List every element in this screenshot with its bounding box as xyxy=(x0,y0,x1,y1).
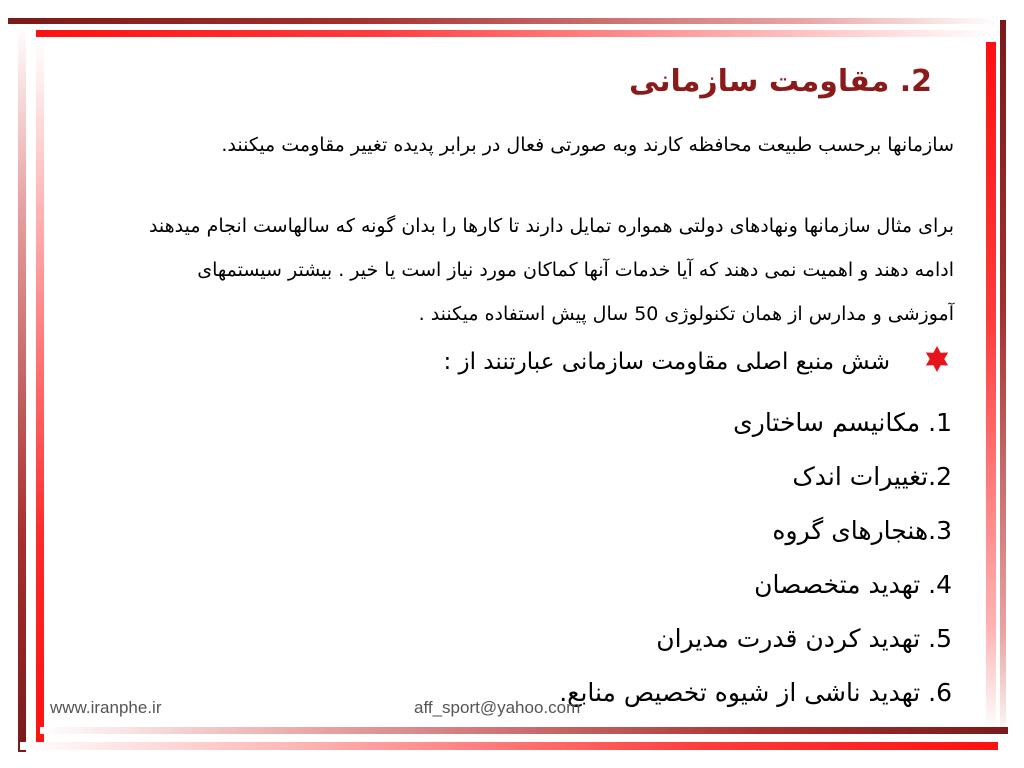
top-red-bar xyxy=(36,30,994,37)
bottom-red-bar xyxy=(20,742,998,750)
sources-list xyxy=(559,396,952,720)
list-item: 6. تهدید ناشی از شیوه تخصیص منابع. xyxy=(559,678,952,707)
slide-title: 2. مقاومت سازمانی xyxy=(628,64,932,99)
left-red-bar xyxy=(36,40,44,750)
list-item: 4. تهدید متخصصان xyxy=(754,570,952,599)
top-dark-bar xyxy=(8,18,998,24)
right-dark-bar xyxy=(1000,20,1006,740)
list-item: 3.هنجارهای گروه xyxy=(772,516,952,545)
sources-heading-text: شش منبع اصلی مقاومت سازمانی عبارتنند از : xyxy=(443,349,890,375)
left-dark-bar xyxy=(18,26,26,752)
intro-paragraph: سازمانها برحسب طبیعت محافظه کارند وبه صورتی فعال در برابر پدیده تغییر مقاومت میکنند. xyxy=(221,134,954,156)
bottom-dark-bar xyxy=(40,727,1008,734)
example-paragraph: برای مثال سازمانها ونهادهای دولتی همواره تمایل دارند تا کارها را بدان گونه که سالهاست انجام میدهند ادامه دهند و اهمیت نمی دهند که آیا خدمات آنها کماکان مورد نیاز است یا خیر . بیشتر سیستمهای آموزشی و مدارس از همان تکنولوژی 50 سال پیش استفاده میکنند . xyxy=(148,215,954,325)
footer-website: www.iranphe.ir xyxy=(50,698,162,717)
footer-email: aff_sport@yahoo.com xyxy=(414,698,581,717)
list-item: 2.تغییرات اندک xyxy=(792,462,952,491)
list-item: 1. مکانیسم ساختاری xyxy=(733,408,952,437)
right-red-bar xyxy=(986,42,996,730)
list-item: 5. تهدید کردن قدرت مدیران xyxy=(656,624,952,653)
sources-heading xyxy=(443,346,950,375)
star-icon xyxy=(924,346,950,372)
